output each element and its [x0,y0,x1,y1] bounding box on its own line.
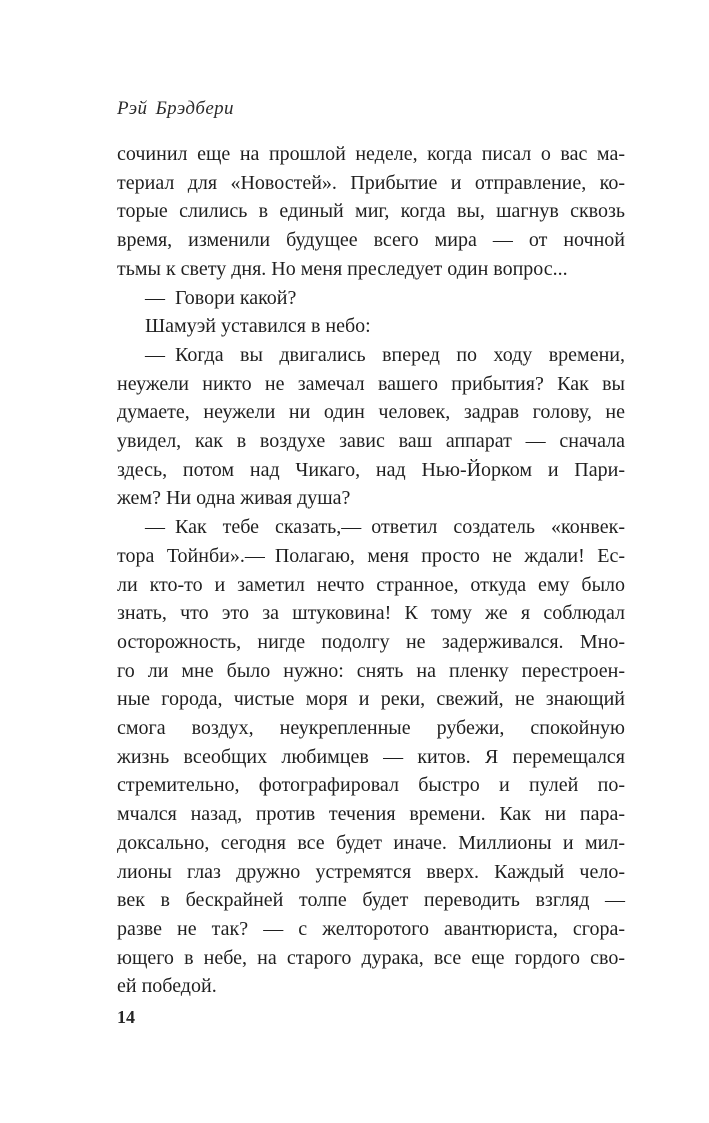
text-line: думаете, неужели ни один человек, задрав голову, не [117,401,625,424]
text-line: осторожность, нигде подолгу не задерживался. Мно- [117,630,625,653]
text-line: разве не так? — с желторотого авантюриста, сгора- [117,917,625,940]
text-line: торые слились в единый миг, когда вы, шагнув сквозь [117,200,625,223]
text-line: — Когда вы двигались вперед по ходу времени, [145,343,625,366]
text-line: сочинил еще на прошлой неделе, когда писал о вас ма- [117,143,625,165]
text-line: знать, что это за штуковина! К тому же я соблюдал [117,602,625,625]
text-line: увидел, как в воздухе завис ваш аппарат — сначала [117,430,625,453]
text-line: жем? Ни одна живая душа? [117,487,351,510]
text-line: ющего в небе, на старого дурака, все еще гордого сво- [117,946,625,969]
text-line: тора Тойнби».— Полагаю, меня просто не ждали! Ес- [117,544,625,567]
text-line: — Как тебе сказать,— ответил создатель «конвек- [145,516,625,539]
text-line: Шамуэй уставился в небо: [145,315,371,338]
text-line: лионы глаз дружно устремятся вверх. Каждый чело- [117,860,625,883]
body-text [117,140,625,1001]
text-line: ные города, чистые моря и реки, свежий, не знающий [117,688,625,711]
text-line: время, изменили будущее всего мира — от ночной [117,229,625,252]
text-line: ли кто-то и заметил нечто странное, откуда ему было [117,573,625,596]
text-line: здесь, потом над Чикаго, над Нью-Йорком и Пари- [117,458,625,481]
text-line: — Говори какой? [145,286,297,309]
text-line: доксально, сегодня все будет иначе. Миллионы и мил- [117,831,625,854]
text-line: мчался назад, против течения времени. Как ни пара- [117,803,625,826]
text-line: смога воздух, неукрепленные рубежи, спокойную [117,717,625,740]
text-line: ей победой. [117,975,217,998]
text-line: стремительно, фотографировал быстро и пулей по- [117,774,625,797]
running-header: Рэй Брэдбери [117,98,234,119]
text-line: го ли мне было нужно: снять на пленку перестроен- [117,659,625,682]
page-number: 14 [117,1007,135,1027]
text-line: неужели никто не замечал вашего прибытия? Как вы [117,372,625,395]
text-line: тьмы к свету дня. Но меня преследует один вопрос... [117,257,568,280]
text-line: век в бескрайней толпе будет переводить взгляд — [117,889,625,912]
text-line: териал для «Новостей». Прибытие и отправление, ко- [117,171,625,194]
text-line: жизнь всеобщих любимцев — китов. Я перемещался [117,745,625,768]
